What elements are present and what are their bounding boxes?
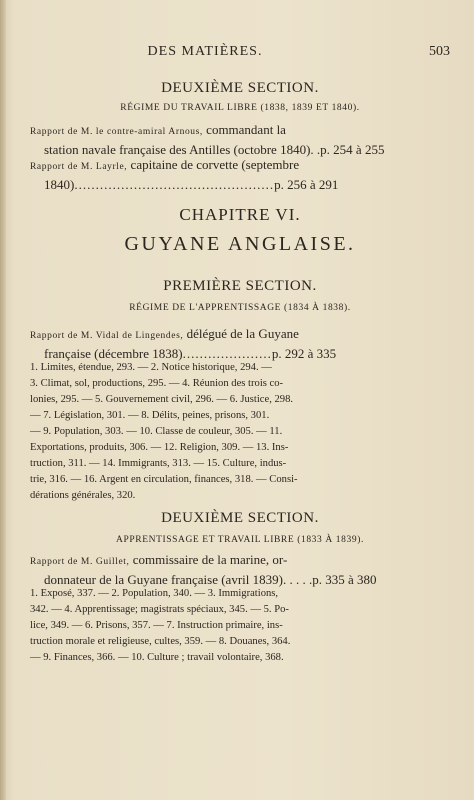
section-subheading: RÉGIME DU TRAVAIL LIBRE (1838, 1839 ET 1840). bbox=[120, 103, 360, 113]
contents-notes-2 bbox=[30, 586, 450, 666]
chapter-heading bbox=[30, 205, 450, 256]
report-vidal bbox=[30, 325, 450, 362]
report-entry: Rapport de M. Layrle, capitaine de corvette (septembre 1840)...............................................p. 256 à 291 bbox=[30, 157, 339, 192]
note-line: 342. — 4. Apprentissage; magistrats spéciaux, 345. — 5. Po- bbox=[30, 604, 289, 615]
page-range: 335 à 380 bbox=[325, 572, 377, 587]
report-layrle bbox=[30, 156, 450, 193]
running-title: DES MATIÈRES. bbox=[147, 44, 263, 59]
section-heading: PREMIÈRE SECTION. bbox=[163, 278, 317, 294]
chapter-number: CHAPITRE VI. bbox=[179, 205, 301, 224]
running-header bbox=[30, 44, 450, 66]
note-line: lice, 349. — 6. Prisons, 357. — 7. Instruction primaire, ins- bbox=[30, 620, 283, 631]
note-line: — 9. Finances, 366. — 10. Culture ; travail volontaire, 368. bbox=[30, 652, 284, 663]
report-entry: Rapport de M. Vidal de Lingendes, délégué de la Guyane française (décembre 1838).....................p. 292 à 335 bbox=[30, 326, 337, 361]
page-number: 503 bbox=[429, 44, 450, 59]
page-range: p. 256 à 291 bbox=[274, 177, 339, 192]
note-line: truction morale et religieuse, cultes, 359. — 8. Douanes, 364. bbox=[30, 636, 291, 647]
chapter-title: GUYANE ANGLAISE. bbox=[124, 233, 356, 255]
section-deuxieme-1 bbox=[30, 80, 450, 113]
section-subheading: APPRENTISSAGE ET TRAVAIL LIBRE (1833 À 1839). bbox=[116, 535, 364, 545]
page-range: p. 292 à 335 bbox=[271, 346, 337, 361]
note-line: trie, 316. — 16. Argent en circulation, finances, 318. — Consi- bbox=[30, 474, 298, 485]
section-premiere bbox=[30, 278, 450, 313]
section-heading: DEUXIÈME SECTION. bbox=[161, 510, 319, 526]
report-guillet bbox=[30, 551, 450, 588]
section-subheading: RÉGIME DE L'APPRENTISSAGE (1834 À 1838). bbox=[129, 303, 351, 313]
report-entry: Rapport de M. le contre-amiral Arnous, commandant la station navale française des Antilles (octobre 1840). .p. 254 à 255 bbox=[30, 122, 385, 157]
report-arnous bbox=[30, 121, 450, 158]
note-line: truction, 311. — 14. Immigrants, 313. — 15. Culture, indus- bbox=[30, 458, 287, 469]
contents-notes-1 bbox=[30, 360, 450, 504]
report-entry: Rapport de M. Guillet, commissaire de la marine, or- donnateur de la Guyane française (avril 1839). . . . .p. 335 à 380 bbox=[30, 552, 377, 587]
note-line: lonies, 295. — 5. Gouvernement civil, 296. — 6. Justice, 298. bbox=[30, 394, 294, 405]
note-line: — 7. Législation, 301. — 8. Délits, peines, prisons, 301. bbox=[30, 410, 270, 421]
note-line: 1. Exposé, 337. — 2. Population, 340. — 3. Immigrations, bbox=[30, 588, 279, 599]
note-line: — 9. Population, 303. — 10. Classe de couleur, 305. — 11. bbox=[30, 426, 283, 437]
section-deuxieme-2 bbox=[30, 510, 450, 545]
section-heading: DEUXIÈME SECTION. bbox=[161, 80, 319, 96]
note-line: dérations générales, 320. bbox=[30, 490, 136, 501]
note-line: Exportations, produits, 306. — 12. Religion, 309. — 13. Ins- bbox=[30, 442, 289, 453]
note-line: 1. Limites, étendue, 293. — 2. Notice historique, 294. — bbox=[30, 362, 272, 373]
page-range: 254 à 255 bbox=[333, 142, 385, 157]
note-line: 3. Climat, sol, productions, 295. — 4. Réunion des trois co- bbox=[30, 378, 284, 389]
page-gutter bbox=[0, 0, 6, 800]
